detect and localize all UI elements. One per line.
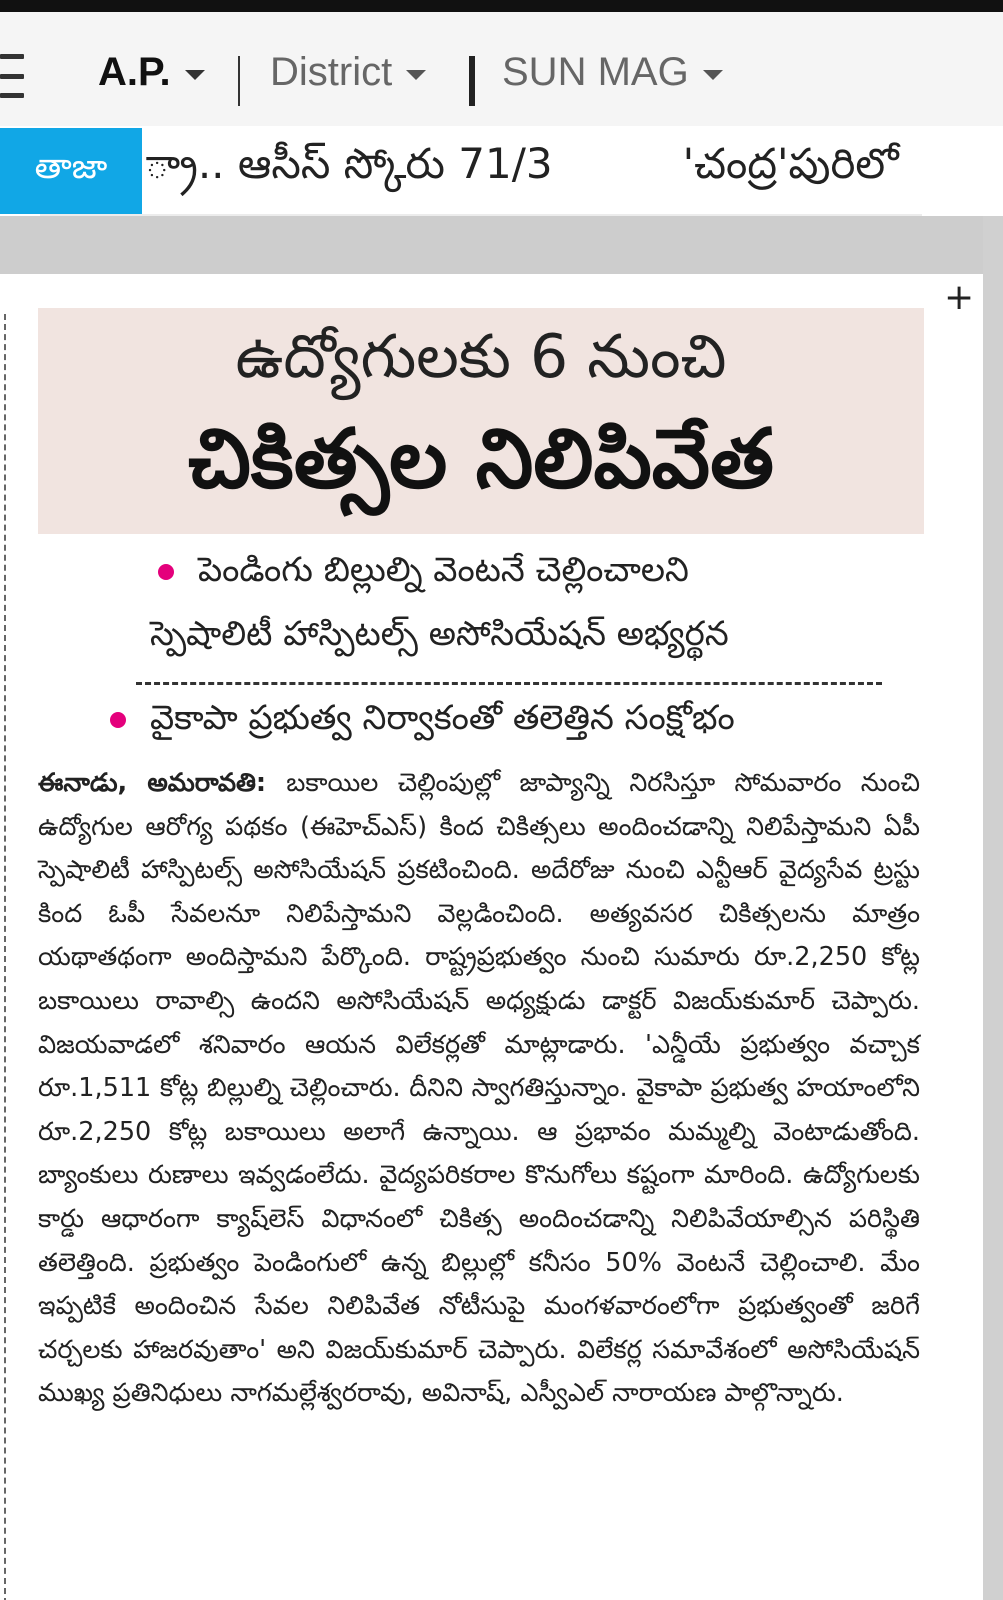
status-bar	[0, 0, 1003, 12]
top-nav	[0, 12, 1003, 126]
caret-down-icon	[406, 70, 426, 80]
hamburger-menu-icon[interactable]	[0, 54, 24, 98]
bullet-icon	[110, 712, 126, 728]
headline-box	[38, 308, 924, 534]
nav-item-sun-mag[interactable]	[502, 42, 723, 102]
ticker-item[interactable]: ్రా.. ఆసీస్ స్కోరు 71/3	[145, 139, 553, 188]
headline-line-1: ఉద్యోగులకు 6 నుంచి	[235, 322, 727, 392]
nav-divider	[469, 56, 475, 106]
headline-line-2: చికిత్సల నిలిపివేత	[188, 412, 774, 507]
ticker-badge[interactable]: తాజా	[0, 128, 142, 214]
nav-item-label: A.P.	[98, 49, 171, 94]
subheading: స్పెషాలిటీ హాస్పిటల్స్ అసోసియేషన్ అభ్యర్థన	[150, 614, 729, 654]
ticker-text[interactable]	[145, 134, 1003, 204]
nav-item-district[interactable]	[270, 42, 426, 102]
subheading-text: పెండింగు బిల్లుల్ని వెంటనే చెల్లించాలని	[198, 550, 689, 590]
content-backdrop-right	[983, 216, 1003, 1600]
content-backdrop	[0, 216, 1003, 274]
zoom-in-icon[interactable]: +	[944, 277, 975, 318]
dateline: ఈనాడు, అమరావతి:	[38, 768, 287, 798]
news-ticker	[0, 126, 1003, 216]
article-body	[38, 762, 920, 1416]
caret-down-icon	[185, 70, 205, 80]
column-rule	[4, 314, 9, 1600]
nav-item-label: District	[270, 49, 393, 94]
caret-down-icon	[703, 70, 723, 80]
bullet-icon	[158, 564, 174, 580]
subheading-text: వైకాపా ప్రభుత్వ నిర్వాకంతో తలెత్తిన సంక్షోభం	[150, 698, 735, 738]
article-body-text: బకాయిల చెల్లింపుల్లో జాప్యాన్ని నిరసిస్తూ సోమవారం నుంచి ఉద్యోగుల ఆరోగ్య పథకం (ఈహెచ్ఎస్) కింద చికిత్సలు అందించడాన్ని నిలిపేస్తామని ఏపీ స్పెషాలిటీ హాస్పిటల్స్ అసోసియేషన్ ప్రకటించింది. అదేరోజు నుంచి ఎన్టీఆర్ వైద్యసేవ ట్రస్టు కింద ఓపీ సేవలనూ నిలిపేస్తామని వెల్లడించింది. అత్యవసర చికిత్సలను మాత్రం యథాతథంగా అందిస్తామని పేర్కొంది. రాష్ట్రప్రభుత్వం నుంచి సుమారు రూ.2,250 కోట్ల బకాయిలు రావాల్సి ఉందని అసోసియేషన్ అధ్యక్షుడు డాక్టర్ విజయ్‌కుమార్ చెప్పారు. విజయవాడలో శనివారం ఆయన విలేకర్లతో మాట్లాడారు. 'ఎన్డీయే ప్రభుత్వం వచ్చాక రూ.1,511 కోట్ల బిల్లుల్ని చెల్లించారు. దీనిని స్వాగతిస్తున్నాం. వైకాపా ప్రభుత్వ హయాంలోని రూ.2,250 కోట్ల బకాయిలు అలాగే ఉన్నాయి. ఆ ప్రభావం మమ్మల్ని వెంటాడుతోంది. బ్యాంకులు రుణాలు ఇవ్వడంలేదు. వైద్యపరికరాల కొనుగోలు కష్టంగా మారింది. ఉద్యోగులకు కార్డు ఆధారంగా క్యాష్‌లెస్ విధానంలో చికిత్స అందించడాన్ని నిలిపివేయాల్సిన పరిస్థితి తలెత్తింది. ప్రభుత్వం పెండింగులో ఉన్న బిల్లుల్లో కనీసం 50% వెంటనే చెల్లించాలి. మేం ఇప్పటికే అందించిన సేవల నిలిపివేత నోటీసుపై మంగళవారంలోగా ప్రభుత్వంతో జరిగే చర్చలకు హాజరవుతాం' అని విజయ్‌కుమార్ చెప్పారు. విలేకర్ల సమావేశంలో అసోసియేషన్ ముఖ్య ప్రతినిధులు నాగమల్లేశ్వరరావు, అవినాష్, ఎస్వీఎల్ నారాయణ పాల్గొన్నారు.	[38, 768, 920, 1409]
nav-divider	[238, 56, 240, 106]
ticker-item[interactable]: 'చంద్ర'పురిలో	[682, 139, 899, 188]
nav-item-label: SUN MAG	[502, 49, 689, 94]
article-clipping	[0, 274, 983, 1600]
subheading	[110, 698, 735, 746]
subheading	[158, 550, 689, 598]
dashed-divider	[136, 682, 882, 685]
nav-item-ap[interactable]	[98, 42, 205, 102]
